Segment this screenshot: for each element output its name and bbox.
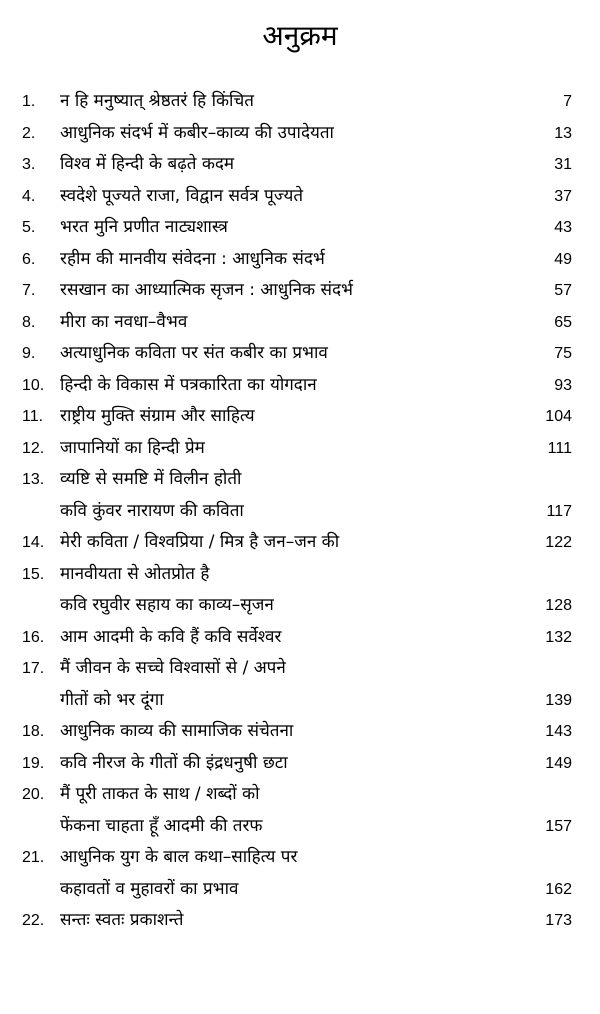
entry-title [60, 433, 578, 465]
entry-page-number: 149 [545, 754, 572, 772]
entry-title [60, 653, 578, 716]
entry-title [60, 401, 578, 433]
entry-page-number: 122 [545, 534, 572, 551]
entry-number: 13. [22, 471, 45, 488]
toc-entry [22, 244, 578, 276]
entry-title-line: फेंकना चाहता हूँ आदमी की तरफ [60, 815, 263, 836]
toc-entry [22, 748, 578, 780]
entry-title-line: मेरी कविता / विश्वप्रिया / मित्र है जन–जन की [60, 532, 340, 552]
entry-page-number: 143 [545, 723, 572, 740]
entry-title [60, 118, 578, 150]
entry-title-line: अत्याधुनिक कविता पर संत कबीर का प्रभाव [60, 343, 328, 363]
entry-title [60, 559, 578, 622]
entry-title-line: मैं जीवन के सच्चे विश्वासों से / अपने [60, 658, 286, 678]
entry-page-number: 111 [547, 439, 572, 457]
entry-page-number: 37 [554, 187, 572, 205]
entry-title [60, 181, 578, 213]
toc-entry [22, 464, 578, 527]
entry-title [60, 464, 578, 527]
entry-title [60, 842, 578, 905]
toc-entry [22, 653, 578, 716]
entry-title [60, 275, 578, 307]
entry-page-number: 162 [545, 880, 572, 898]
toc-entry [22, 779, 578, 842]
entry-title [60, 748, 578, 780]
entry-title-line: मैं पूरी ताकत के साथ / शब्दों को [60, 784, 260, 804]
entry-page-number: 173 [545, 912, 572, 929]
toc-entry [22, 86, 578, 118]
entry-number: 1. [22, 93, 36, 110]
entry-title-line: कवि नीरज के गीतों की इंद्रधनुषी छटा [60, 752, 288, 773]
entry-page-number: 128 [545, 597, 572, 614]
toc-entry [22, 181, 578, 213]
entry-number: 7. [22, 282, 36, 299]
page-title: अनुक्रम [262, 19, 338, 52]
entry-title-line: आम आदमी के कवि हैं कवि सर्वेश्वर [60, 626, 282, 647]
entry-title-line: रहीम की मानवीय संवेदना : आधुनिक संदर्भ [60, 248, 325, 269]
entry-page-number: 75 [554, 345, 572, 362]
entry-page-number: 31 [554, 156, 572, 173]
entry-title-line: मीरा का नवधा–वैभव [60, 311, 188, 332]
toc-entry [22, 275, 578, 307]
entry-title [60, 149, 578, 181]
entry-number: 21. [22, 849, 45, 866]
entry-number: 19. [22, 754, 45, 772]
entry-page-number: 49 [554, 250, 572, 268]
entry-title-line: आधुनिक युग के बाल कथा–साहित्य पर [60, 847, 298, 867]
toc-list [22, 86, 578, 937]
entry-number: 18. [22, 723, 45, 740]
toc-entry [22, 212, 578, 244]
entry-title [60, 307, 578, 339]
entry-title-line: भरत मुनि प्रणीत नाट्यशास्त्र [60, 217, 228, 237]
entry-page-number: 7 [563, 93, 572, 110]
toc-entry [22, 307, 578, 339]
entry-title-line: राष्ट्रीय मुक्ति संग्राम और साहित्य [60, 406, 255, 426]
entry-number: 12. [22, 439, 45, 457]
toc-entry [22, 149, 578, 181]
entry-page-number: 13 [554, 124, 572, 142]
entry-number: 22. [22, 912, 45, 929]
entry-title-line: विश्व में हिन्दी के बढ़ते कदम [60, 154, 235, 174]
entry-number: 5. [22, 219, 36, 236]
entry-page-number: 65 [554, 313, 572, 331]
entry-number: 10. [22, 376, 45, 394]
entry-title [60, 212, 578, 244]
entry-number: 20. [22, 786, 45, 803]
toc-entry [22, 338, 578, 370]
toc-entry [22, 118, 578, 150]
entry-page-number: 132 [545, 628, 572, 646]
entry-title-line: आधुनिक संदर्भ में कबीर–काव्य की उपादेयता [60, 122, 334, 143]
entry-title [60, 905, 578, 937]
entry-title-line: आधुनिक काव्य की सामाजिक संचेतना [60, 721, 294, 741]
entry-title-line: कवि कुंवर नारायण की कविता [60, 500, 244, 521]
entry-title-line: सन्तः स्वतः प्रकाशन्ते [60, 910, 184, 930]
toc-entry [22, 433, 578, 465]
entry-title [60, 338, 578, 370]
entry-number: 6. [22, 250, 36, 268]
entry-title [60, 779, 578, 842]
entry-title-line: रसखान का आध्यात्मिक सृजन : आधुनिक संदर्भ [60, 280, 353, 300]
entry-page-number: 104 [545, 408, 572, 425]
toc-entry [22, 401, 578, 433]
entry-title-line: न हि मनुष्यात् श्रेष्ठतरं हि किंचित [60, 91, 254, 111]
entry-title-line: जापानियों का हिन्दी प्रेम [60, 437, 205, 458]
entry-number: 14. [22, 534, 45, 551]
entry-title-line: कवि रघुवीर सहाय का काव्य–सृजन [60, 595, 274, 615]
toc-entry [22, 716, 578, 748]
entry-number: 15. [22, 565, 45, 583]
entry-title-line: मानवीयता से ओतप्रोत है [60, 563, 210, 584]
entry-title-line: कहावतों व मुहावरों का प्रभाव [60, 878, 239, 899]
toc-entry [22, 905, 578, 937]
entry-page-number: 139 [545, 691, 572, 709]
entry-page-number: 43 [554, 219, 572, 236]
toc-entry [22, 527, 578, 559]
entry-number: 17. [22, 660, 45, 677]
entry-number: 4. [22, 187, 36, 205]
entry-page-number: 57 [554, 282, 572, 299]
entry-number: 11. [22, 408, 44, 425]
entry-number: 2. [22, 124, 36, 142]
entry-number: 8. [22, 313, 36, 331]
entry-title-line: गीतों को भर दूंगा [60, 689, 164, 710]
toc-entry [22, 370, 578, 402]
entry-title-line: व्यष्टि से समष्टि में विलीन होती [60, 469, 242, 489]
entry-title [60, 370, 578, 402]
entry-page-number: 117 [546, 502, 572, 520]
entry-page-number: 93 [554, 376, 572, 394]
entry-title-line: हिन्दी के विकास में पत्रकारिता का योगदान [60, 374, 317, 395]
entry-title [60, 86, 578, 118]
entry-number: 9. [22, 345, 36, 362]
toc-entry [22, 622, 578, 654]
entry-title-line: स्वदेशे पूज्यते राजा, विद्वान सर्वत्र पूज्यते [60, 185, 304, 206]
entry-number: 3. [22, 156, 36, 173]
entry-title [60, 622, 578, 654]
entry-title [60, 244, 578, 276]
toc-entry [22, 559, 578, 622]
toc-entry [22, 842, 578, 905]
entry-number: 16. [22, 628, 45, 646]
entry-page-number: 157 [545, 817, 572, 835]
entry-title [60, 527, 578, 559]
entry-title [60, 716, 578, 748]
